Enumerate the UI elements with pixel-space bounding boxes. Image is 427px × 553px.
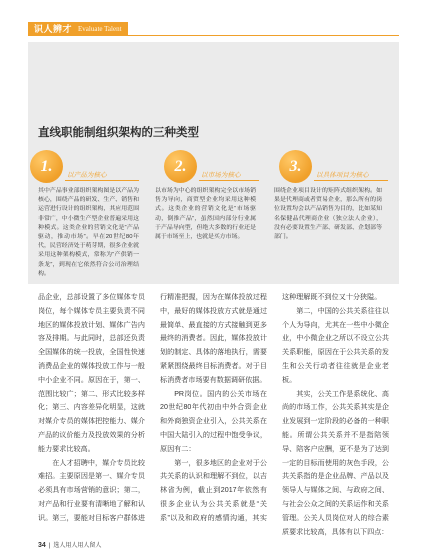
body-paragraph: 品企业，总部设置了多位媒体专员岗位，每个媒体专员主要负责不同地区的媒体投放计划、媒体广告内容及排期。与此同时，总部还负责全国媒体的统一投放，全国性快速消费品企业的媒体投放工作与一般中小企业不同。原因在于，第一、范围比较广；第二、形式比较多样化；第三、内容差异化明显，这就对媒介专员的媒体把控能力、媒介产品的议价能力及投放效果的分析能力要求比较高。: [38, 293, 145, 453]
body-paragraph: 第二，中国的公共关系往往以个人为导向，尤其在一些中小微企业，中小微企业之所以不设立公共关系职能，原因在于公共关系的发生和公关行动者往往就是企业老板。: [282, 306, 389, 384]
body-paragraph: 在人才招聘中，媒介专员比较难招。主要原因是第一、媒介专员必须具有市场营销的意识；第二，对产品和行业要有清晰地了解和认识。第三，要能对目标客户群体进: [38, 458, 145, 522]
type-label-market: 以市场为核心: [199, 169, 259, 181]
number-badge-2: [164, 150, 197, 183]
number-badge-label: 2.: [174, 157, 187, 175]
footer-section-name: 选人用人用人留人: [53, 543, 102, 549]
body-column-1: [38, 291, 145, 526]
section-title-en: Evaluate Talent: [78, 24, 122, 33]
number-badge-label: 1.: [40, 157, 53, 175]
page-footer: [38, 540, 101, 549]
section-header-bar: [28, 22, 128, 35]
body-paragraph: 这种理解既不到位又十分狭隘。: [282, 293, 382, 301]
body-column-3: [282, 291, 389, 539]
type-text-market: 以市场为中心的组织架构完全以市场销售为导向，商贸型企业均采用这种模式。这类企业的营销文化是“市场驱动，倒推产品”，虽然国内部分行业属于产品导向型，但绝大多数的行业还是属于市场至上，也就是买方市场。: [155, 188, 256, 241]
header-rule: [28, 35, 399, 36]
body-paragraph: 其实，公关工作是系统化、高尚的市场工作，公共关系其实是企业发展到一定阶段的必备的一种职能。所谓公共关系并不是指陪领导、陪客户应酬，更不是为了达到一定的目标而使用的灰色手段，公共关系指的是企业品牌、产品以及领导人与媒体之间、与政府之间、与社会公众之间的关系运作和关系管理。公关人员岗位对人的综合素质要求比较高，具体有以下四点：: [282, 389, 389, 536]
section-title-cn: 识人辨才: [34, 24, 73, 34]
body-paragraph: 第一，很多地区的企业对于公共关系的认识和理解不到位，以吉林省为例，截止到2017年依然有很多企业认为公共关系就是“关系”以及和政府的感情沟通，其实: [160, 458, 267, 522]
number-badge-1: [30, 150, 63, 183]
number-badge-label: 3.: [289, 157, 302, 175]
type-label-project: 以具体项目为核心: [314, 169, 388, 181]
body-column-2: [160, 291, 267, 526]
feature-title: 直线职能制组织架构的三种类型: [38, 127, 199, 139]
type-label-product: 以产品为核心: [65, 169, 139, 181]
number-badge-3: [279, 150, 312, 183]
type-text-project: 围绕企业项目设计的矩阵式组织架构。如果是代理商或者贸易企业，那么所有的岗位设置均会以产品销售为目的，比如某知名保健品代理商企业（独立法人企业），没有必要设置生产部、研发部、企划部等部门。: [274, 188, 382, 241]
footer-separator: |: [48, 543, 51, 549]
page-number: 34: [38, 542, 46, 549]
body-paragraph: PR岗位。国内的公关市场在20世纪80年代初由中外合资企业和外商独资企业引入，公共关系在中国大陆引入的过程中饱受争议，原因有二：: [160, 389, 267, 453]
type-text-product: 其中产品事业部组织架构图是以产品为核心，围绕产品的研发、生产、销售和运营进行设计的组织架构，其应用范围非常广，中小微生产型企业普遍采用这种模式。这类企业的营销文化是“产品驱动，推动市场”。早在20世纪80年代，民营经济处于萌芽期，很多企业就采用这种架构模式，常称为“产供销一条龙”，到现在它依然符合公司治理结构。: [38, 188, 139, 277]
body-paragraph: 行精准把握，因为在媒体投放过程中，最好的媒体投放方式就是通过最简单、最直接的方式接触到更多最终的消费者。因此，媒体投放计划的制定、具体的落地执行，需要紧紧围绕最终目标消费者。对于目标消费者市场要有数据调研依据。: [160, 293, 267, 384]
